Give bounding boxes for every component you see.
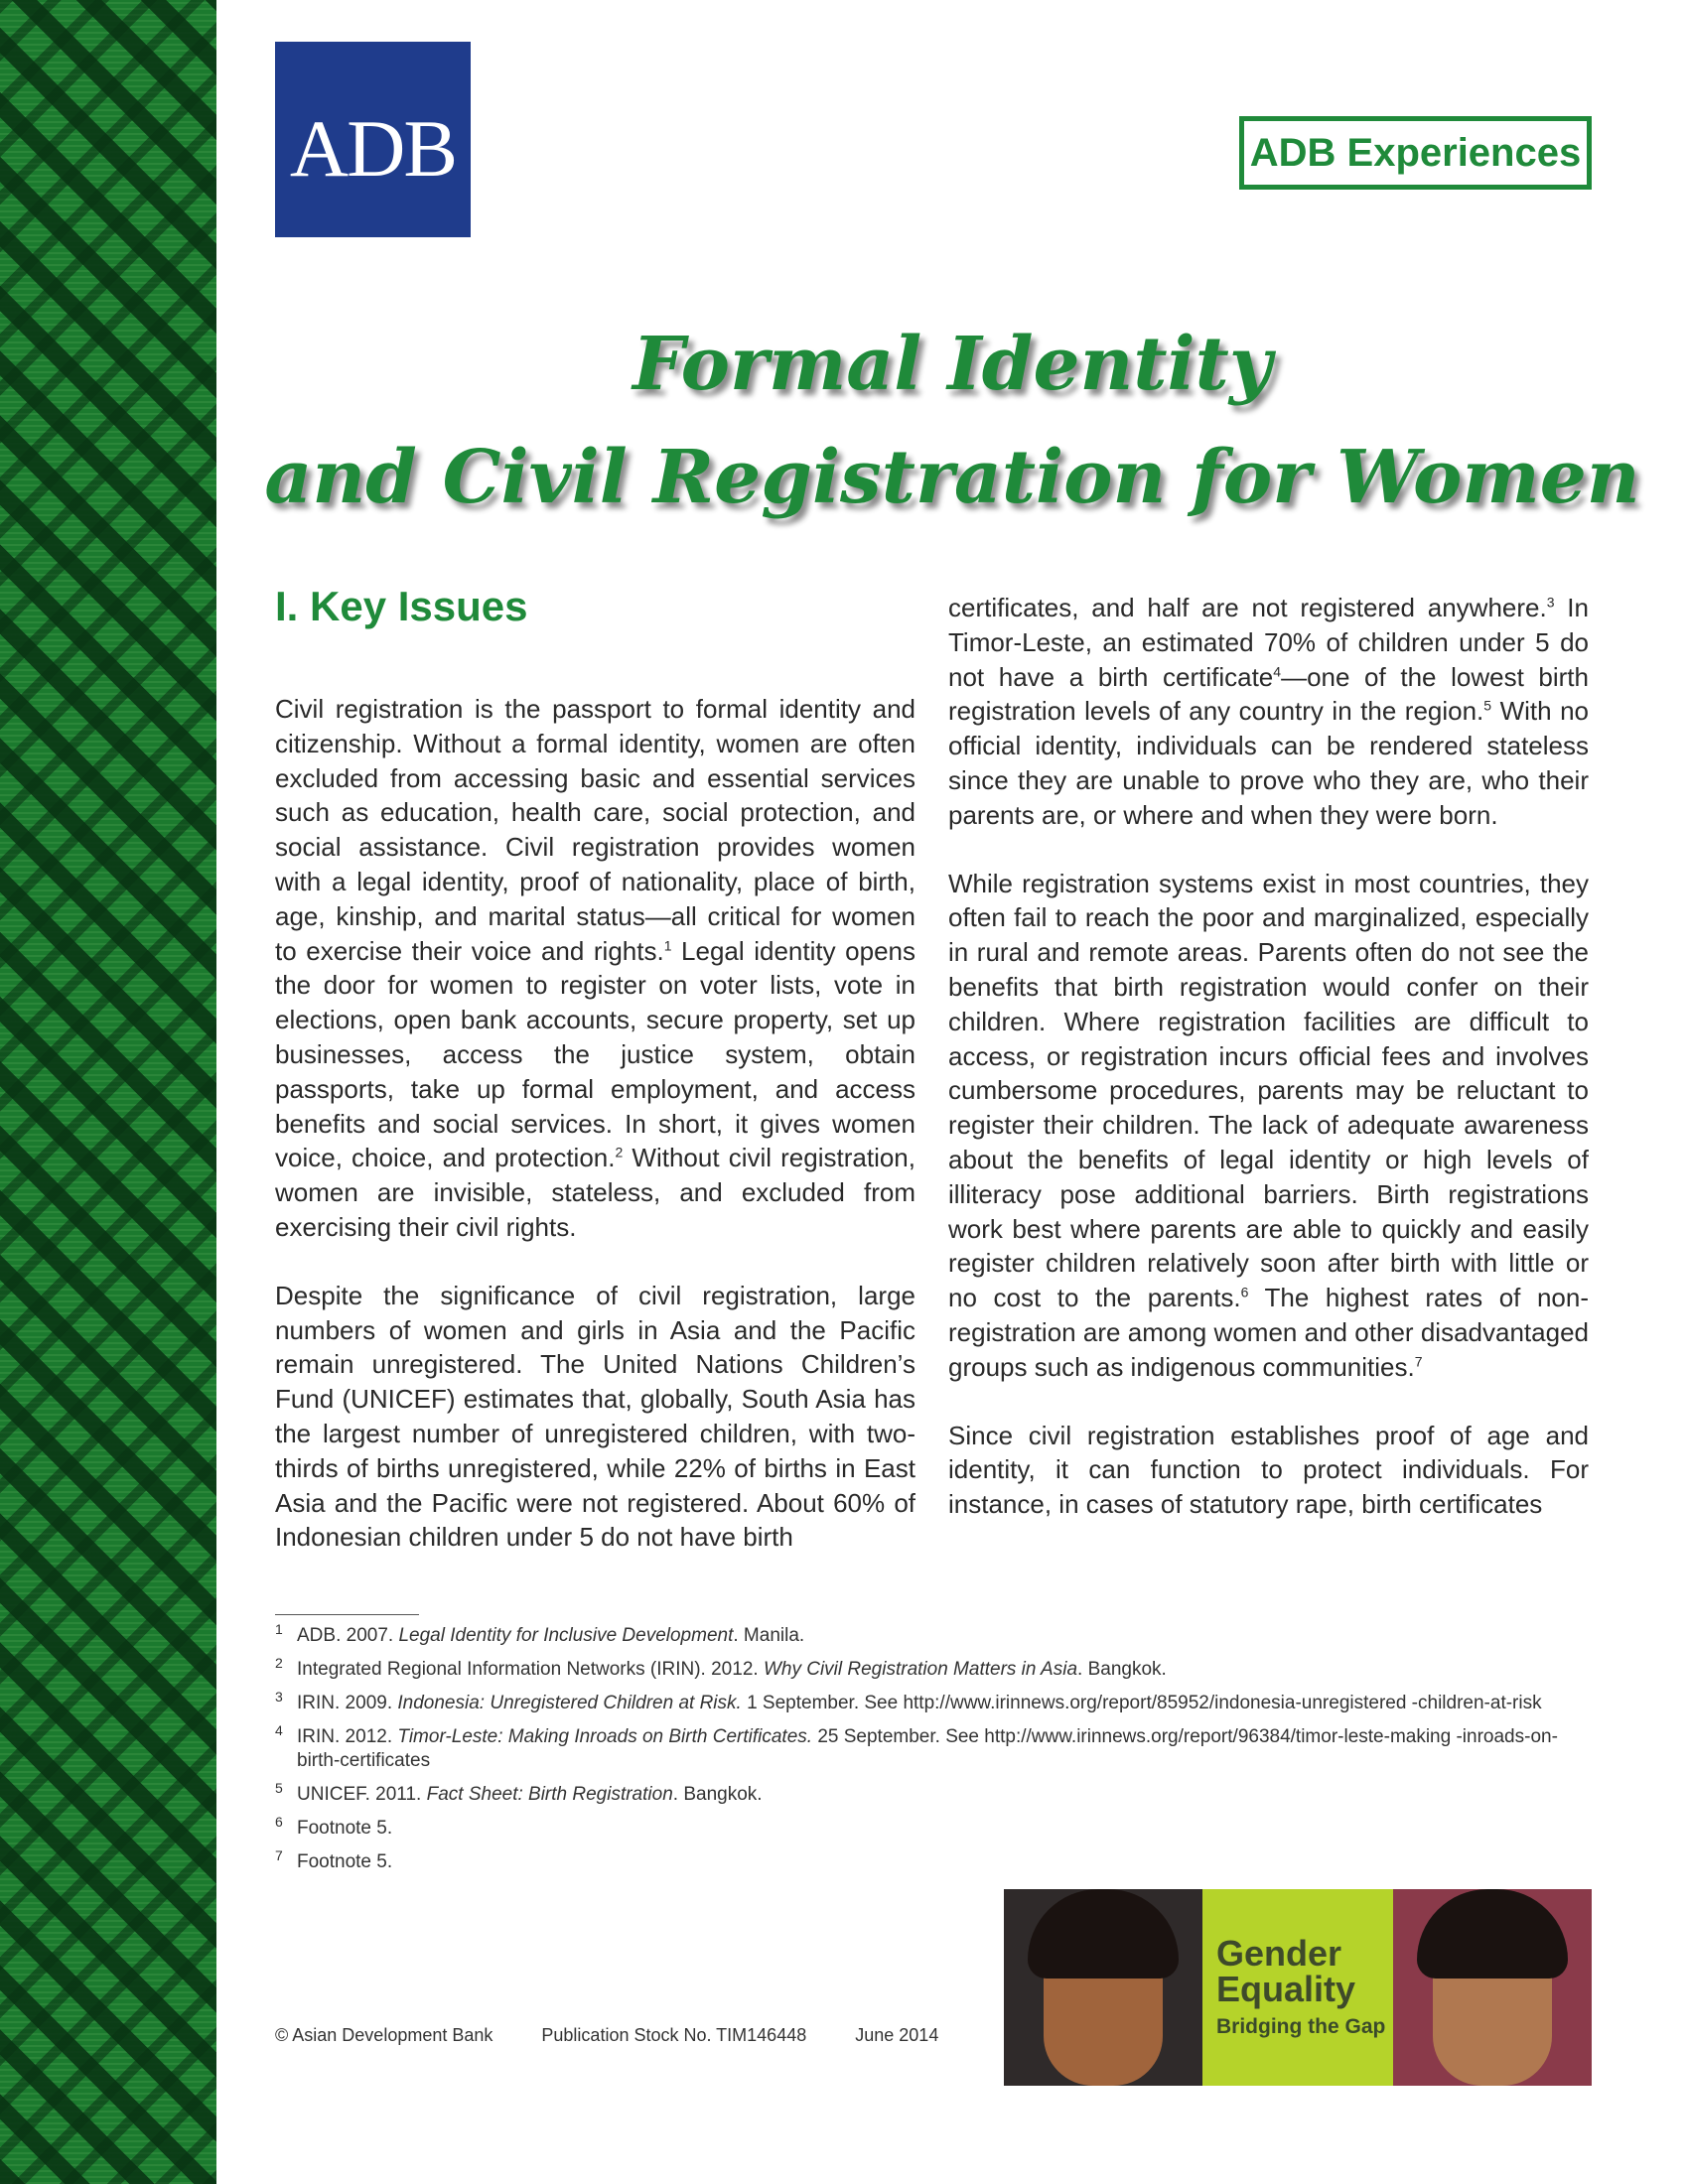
footnotes xyxy=(275,1621,1596,1884)
footnote-ref: 1 xyxy=(663,936,672,953)
woven-pattern-sidebar xyxy=(0,0,216,2184)
portrait-photo xyxy=(1004,1889,1202,2086)
stock-number: Publication Stock No. TIM146448 xyxy=(541,2025,807,2045)
footnote-ref: 7 xyxy=(1414,1353,1423,1370)
paragraph: While registration systems exist in most countries, they often fail to reach the poor and marginalized, especially in rural and remote areas. Parents often do not see the benefits that birth registration would confer on their children. Where registration facilities are difficult to access, or registration incurs official fees and involves cumbersome procedures, parents may be reluctant to register their children. The lack of adequate awareness about the benefits of legal identity or high levels of illiteracy pose additional barriers. Birth registrations work best where parents are able to quickly and easily register children relatively soon after birth with little or no cost to the parents.$^6$ The highest rates of non-registration are among women and other disadvantaged groups such as indigenous communities.$^7$ xyxy=(948,868,1589,1382)
paragraph: Despite the significance of civil registration, large numbers of women and girls in Asia and the Pacific remain unregistered. The United Nations Children’s Fund (UNICEF) estimates that, globally, South Asia has the largest number of unregistered children, with two-thirds of births unregistered, while 22% of births in East Asia and the Pacific were not registered. About 60% of Indonesian children under 5 do not have birth xyxy=(275,1280,915,1553)
footnote: 5 UNICEF. 2011. Fact Sheet: Birth Registration. Bangkok. xyxy=(275,1780,763,1805)
publication-date: June 2014 xyxy=(855,2025,939,2045)
copyright: © Asian Development Bank xyxy=(275,2025,493,2045)
title-line-2: and Civil Registration for Women xyxy=(264,435,1640,520)
paragraph: certificates, and half are not registered anywhere.$^3$ In Timor-Leste, an estimated 70% of children under 5 do not have a birth certificate$^4$—one of the lowest birth registration levels of any country in the region.$^5$ With no official identity, individuals can be rendered stateless since they are unable to prove who they are, who their parents are, or where and when they were born. xyxy=(948,593,1589,830)
banner-text: Gender Equality Bridging the Gap xyxy=(1202,1889,1393,2086)
footnote: 3 IRIN. 2009. Indonesia: Unregistered Children at Risk. 1 September. See http://www.irinnews.org/report/85952/indonesia-unregistered -children-at-risk xyxy=(275,1689,1542,1713)
badge-label: ADB Experiences xyxy=(1249,130,1582,175)
footnote-ref: 2 xyxy=(615,1144,624,1160)
section-heading: I. Key Issues xyxy=(275,583,528,629)
right-column xyxy=(948,591,1589,1556)
footnote-ref: 4 xyxy=(1273,662,1282,679)
footnote: 7 Footnote 5. xyxy=(275,1847,393,1872)
footnote: 2 Integrated Regional Information Networks (IRIN). 2012. Why Civil Registration Matters in Asia. Bangkok. xyxy=(275,1655,1167,1680)
footnote-ref: 5 xyxy=(1483,697,1492,714)
paragraph: Since civil registration establishes proof of age and identity, it can function to protect individuals. For instance, in cases of statutory rape, birth certificates xyxy=(948,1420,1589,1520)
adb-logo xyxy=(275,42,471,237)
footnote-ref: 3 xyxy=(1546,594,1555,611)
portrait-photo xyxy=(1393,1889,1592,2086)
left-column xyxy=(275,581,915,1588)
page-title xyxy=(216,308,1688,534)
page-footer xyxy=(275,2025,982,2046)
title-line-1: Formal Identity xyxy=(633,322,1272,407)
paragraph: Civil registration is the passport to formal identity and citizenship. Without a formal identity, women are often excluded from accessing basic and essential services such as education, health care, social protection, and social assistance. Civil registration provides women with a legal identity, proof of nationality, place of birth, age, kinship, and marital status—all critical for women to exercise their voice and rights.$^1$ Legal identity opens the door for women to register on voter lists, vote in elections, open bank accounts, secure property, set up businesses, access the justice system, obtain passports, take up formal employment, and access benefits and social services. In short, it gives women voice, choice, and protection.$^2$ Without civil registration, women are invisible, stateless, and excluded from exercising their civil rights. xyxy=(275,694,915,1242)
footnote: 4 IRIN. 2012. Timor-Leste: Making Inroads on Birth Certificates. 25 September. See http://www.irinnews.org/report/96384/timor-leste-making -inroads-on-birth-certificates xyxy=(275,1722,1558,1771)
footnote-ref: 6 xyxy=(1240,1284,1249,1300)
footnote: 6 Footnote 5. xyxy=(275,1814,393,1839)
footnote-divider xyxy=(275,1614,419,1615)
logo-text: ADB xyxy=(289,103,457,194)
footnote: 1 ADB. 2007. Legal Identity for Inclusive Development. Manila. xyxy=(275,1621,805,1646)
adb-experiences-badge xyxy=(1239,116,1592,190)
gender-equality-banner xyxy=(1004,1889,1592,2086)
